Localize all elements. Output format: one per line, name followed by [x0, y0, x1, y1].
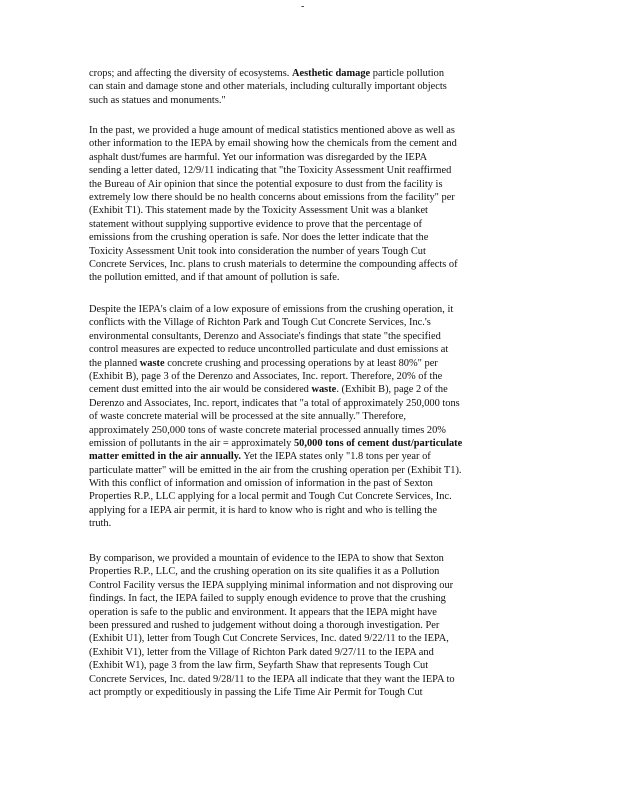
- page-header-mark: -: [301, 1, 305, 12]
- text-line: [89, 579, 529, 592]
- text-run: sending a letter dated, 12/9/11 indicating that "the Toxicity Assessment Unit reaffirmed: [89, 165, 452, 177]
- bold-text-run: waste: [311, 384, 337, 396]
- bold-text-run: waste: [139, 357, 165, 369]
- text-run: (Exhibit V1), letter from the Village of Richton Park dated 9/27/11 to the IEPA and: [89, 646, 434, 658]
- text-line: [89, 383, 529, 396]
- text-run: Properties R.P., LLC applying for a local permit and Tough Cut Concrete Services, Inc.: [89, 491, 452, 503]
- text-line: [89, 151, 529, 164]
- text-line: [89, 94, 529, 107]
- text-line: [89, 124, 529, 137]
- paragraph-past-information: [89, 124, 529, 285]
- text-run: act promptly or expeditiously in passing the Life Time Air Permit for Tough Cut: [89, 686, 423, 698]
- text-run: can stain and damage stone and other materials, including culturally important objects: [89, 81, 447, 93]
- text-run: (Exhibit T1). This statement made by the Toxicity Assessment Unit was a blanket: [89, 205, 428, 217]
- text-run: With this conflict of information and omission of information in the past of Sexton: [89, 478, 433, 490]
- text-run: statement without supplying supportive evidence to prove that the percentage of: [89, 218, 422, 230]
- text-run: (Exhibit W1), page 3 from the law firm, Seyfarth Shaw that represents Tough Cut: [89, 660, 429, 672]
- text-line: [89, 370, 529, 383]
- text-run: cement dust emitted into the air would be considered: [89, 384, 312, 396]
- text-line: [89, 673, 529, 686]
- text-line: [89, 343, 529, 356]
- text-run: Concrete Services, Inc. plans to crush materials to determine the compounding affects of: [89, 258, 458, 270]
- text-run: truth.: [89, 518, 112, 530]
- paragraph-aesthetic-damage: [89, 67, 529, 107]
- text-run: the Bureau of Air opinion that since the potential exposure to dust from the facility is: [89, 178, 443, 190]
- text-run: the pollution emitted, and if that amount of pollution is safe.: [89, 272, 340, 284]
- text-line: [89, 67, 529, 80]
- bold-text-run: 50,000 tons of cement dust/particulate: [293, 437, 463, 449]
- text-run: such as statues and monuments.": [89, 94, 226, 106]
- text-line: [89, 659, 529, 672]
- text-line: [89, 245, 529, 258]
- text-line: [89, 552, 529, 565]
- text-run: the planned: [89, 357, 140, 369]
- text-line: [89, 450, 529, 463]
- text-line: [89, 178, 529, 191]
- text-run: other information to the IEPA by email showing how the chemicals from the cement and: [89, 138, 457, 150]
- text-run: applying for a IEPA air permit, it is hard to know who is right and who is telling the: [89, 504, 437, 516]
- text-line: [89, 464, 529, 477]
- text-line: [89, 271, 529, 284]
- text-run: crops; and affecting the diversity of ecosystems.: [89, 68, 292, 79]
- text-run: been pressured and rushed to judgement without doing a thorough investigation. Per: [89, 619, 440, 631]
- text-line: [89, 606, 529, 619]
- text-line: [89, 490, 529, 503]
- text-line: [89, 565, 529, 578]
- text-line: [89, 410, 529, 423]
- text-run: (Exhibit B), page 3 of the Derenzo and Associates, Inc. report. Therefore, 20% of the: [89, 370, 443, 382]
- text-line: [89, 437, 529, 450]
- bold-text-run: Aesthetic damage: [291, 68, 371, 79]
- text-run: Properties R.P., LLC, and the crushing operation on its site qualifies it as a Pollution: [89, 566, 440, 578]
- text-run: concrete crushing and processing operations by at least 80%" per: [164, 357, 438, 369]
- text-run: of waste concrete material will be processed at the site annually." Therefore,: [89, 411, 406, 423]
- text-run: (Exhibit U1), letter from Tough Cut Concrete Services, Inc. dated 9/22/11 to the IEPA,: [89, 633, 449, 645]
- text-line: [89, 80, 529, 93]
- text-line: [89, 592, 529, 605]
- text-line: [89, 316, 529, 329]
- text-run: control measures are expected to reduce uncontrolled particulate and dust emissions at: [89, 344, 449, 356]
- text-line: [89, 646, 529, 659]
- text-run: findings. In fact, the IEPA failed to supply enough evidence to prove that the crushing: [89, 593, 446, 605]
- text-line: [89, 231, 529, 244]
- text-run: Derenzo and Associates, Inc. report, indicates that "a total of approximately 250,000 tons: [89, 397, 460, 409]
- text-run: Despite the IEPA's claim of a low exposure of emissions from the crushing operation, it: [89, 304, 454, 315]
- text-line: [89, 137, 529, 150]
- text-run: Control Facility versus the IEPA supplying minimal information and not disproving our: [89, 579, 454, 591]
- text-line: [89, 258, 529, 271]
- text-run: By comparison, we provided a mountain of evidence to the IEPA to show that Sexton: [89, 553, 444, 564]
- text-line: [89, 504, 529, 517]
- text-line: [89, 517, 529, 530]
- text-run: emission of pollutants in the air = approximately: [89, 437, 294, 449]
- text-line: [89, 686, 529, 699]
- text-run: Concrete Services, Inc. dated 9/28/11 to the IEPA all indicate that they want the IEPA to: [89, 673, 455, 685]
- text-line: [89, 204, 529, 217]
- bold-text-run: matter emitted in the air annually.: [89, 451, 242, 463]
- text-run: . (Exhibit B), page 2 of the: [336, 384, 448, 396]
- paragraph-by-comparison: [89, 552, 529, 699]
- text-line: [89, 397, 529, 410]
- text-line: [89, 357, 529, 370]
- text-run: Yet the IEPA states only "1.8 tons per year of: [241, 451, 431, 463]
- text-line: [89, 218, 529, 231]
- text-line: [89, 164, 529, 177]
- text-line: [89, 477, 529, 490]
- text-line: [89, 619, 529, 632]
- text-run: In the past, we provided a huge amount of medical statistics mentioned above as well as: [89, 125, 455, 136]
- text-run: Toxicity Assessment Unit took into consideration the number of years Tough Cut: [89, 245, 426, 257]
- paragraph-despite-iepa-claim: [89, 303, 529, 531]
- text-run: conflicts with the Village of Richton Park and Tough Cut Concrete Services, Inc.'s: [89, 317, 431, 329]
- text-line: [89, 191, 529, 204]
- text-line: [89, 330, 529, 343]
- text-line: [89, 424, 529, 437]
- text-run: asphalt dust/fumes are harmful. Yet our information was disregarded by the IEPA: [89, 151, 428, 163]
- text-run: emissions from the crushing operation is safe. Nor does the letter indicate that the: [89, 232, 429, 244]
- text-run: environmental consultants, Derenzo and Associate's findings that state "the specified: [89, 330, 441, 342]
- text-run: particle pollution: [370, 68, 445, 79]
- text-line: [89, 303, 529, 316]
- text-run: approximately 250,000 tons of waste concrete material processed annually times 20%: [89, 424, 446, 436]
- text-run: operation is safe to the public and environment. It appears that the IEPA might have: [89, 606, 437, 618]
- text-line: [89, 632, 529, 645]
- text-run: particulate matter" will be emitted in the air from the crushing operation per (Exhibit T1).: [89, 464, 462, 476]
- text-run: extremely low there should be no health concerns about emissions from the facility" per: [89, 191, 455, 203]
